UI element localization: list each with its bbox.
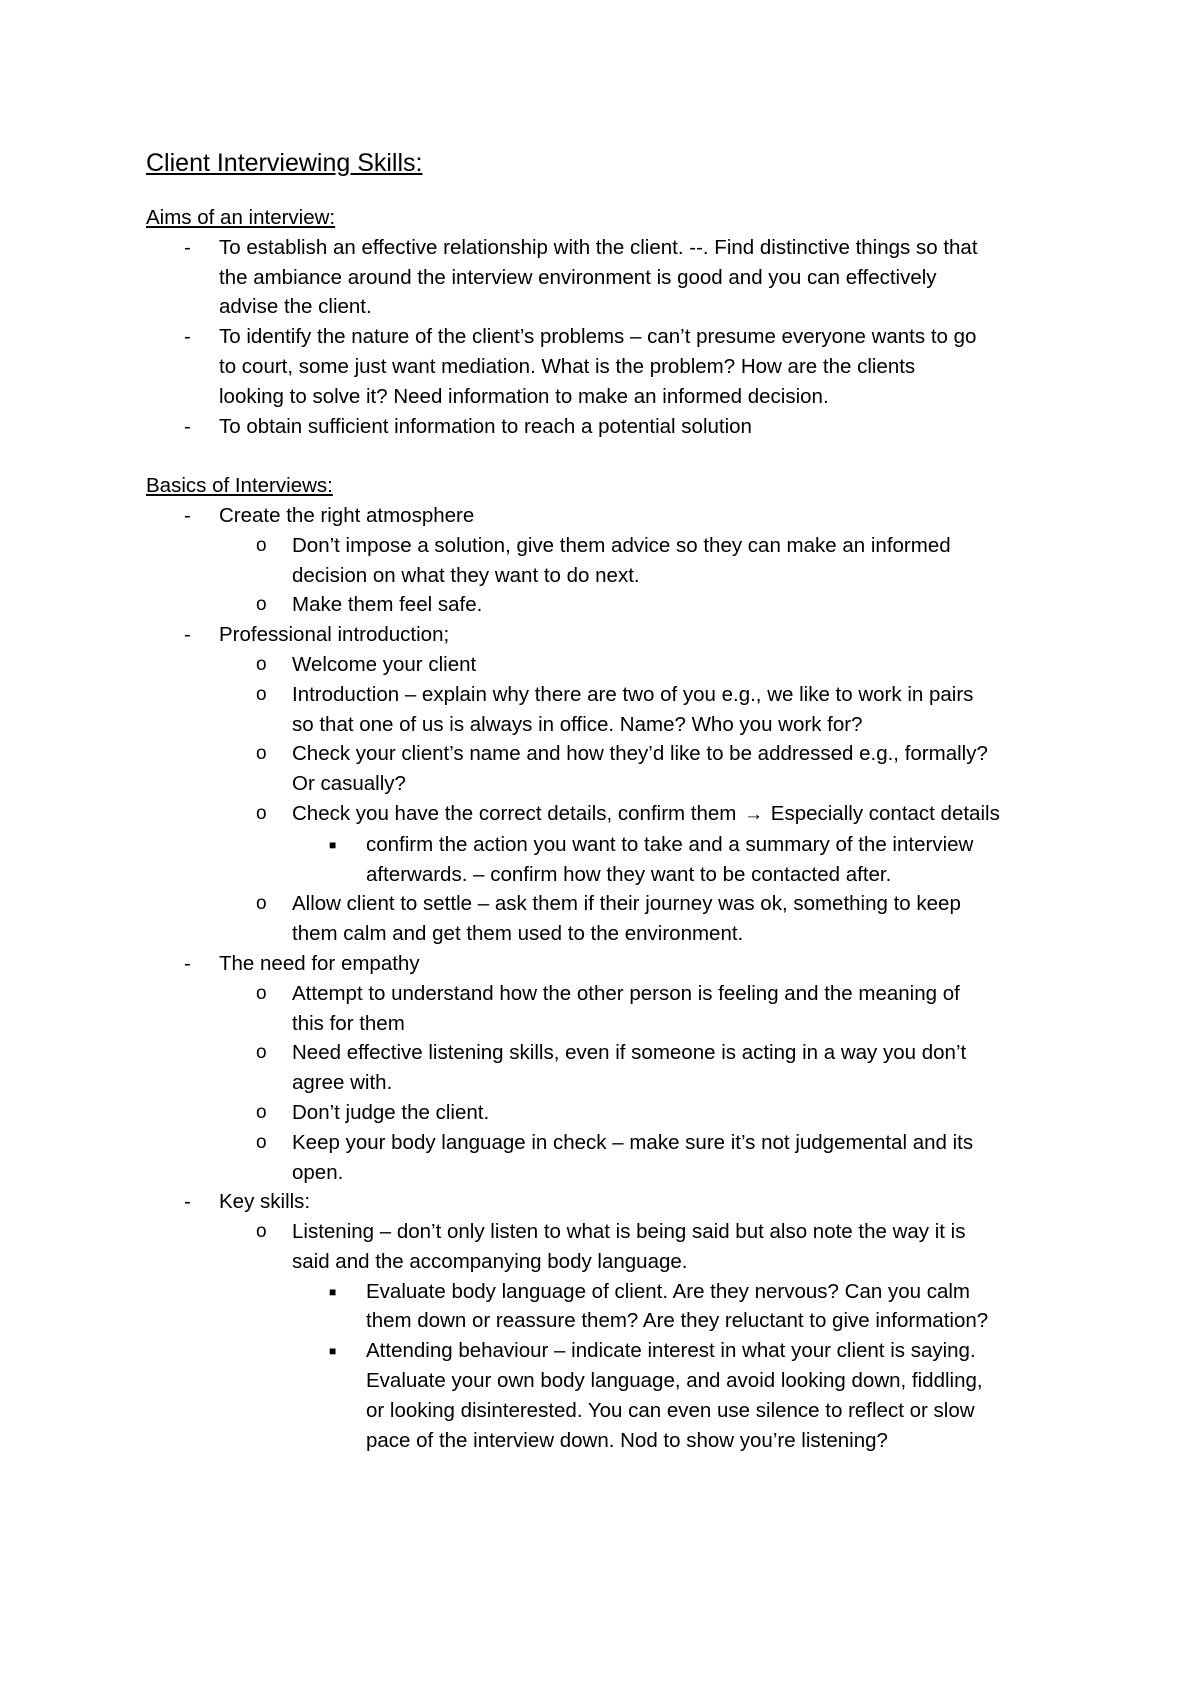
square-bullet-icon: ■ [329, 837, 337, 852]
list-item [146, 531, 1076, 561]
list-item [146, 949, 1076, 979]
list-item-continuation [146, 292, 1076, 322]
dash-bullet: - [184, 325, 191, 349]
list-item-text: Attempt to understand how the other person is feeling and the meaning of [292, 981, 960, 1005]
list-item-continuation [146, 919, 1076, 949]
list-item-text: Key skills: [219, 1190, 311, 1214]
list-item-text: Don’t judge the client. [292, 1100, 490, 1124]
list-item [146, 889, 1076, 919]
list-item-text: Evaluate body language of client. Are they nervous? Can you calm [366, 1279, 970, 1303]
circle-bullet: o [256, 534, 267, 556]
list-item-text: Or casually? [292, 772, 406, 796]
list-item-text: confirm the action you want to take and a summary of the interview [366, 832, 974, 856]
list-item-text: Don’t impose a solution, give them advice so they can make an informed [292, 533, 951, 557]
list-item-text: Welcome your client [292, 652, 477, 676]
square-bullet-icon: ■ [329, 1284, 337, 1299]
list-item-text: looking to solve it? Need information to make an informed decision. [219, 384, 829, 408]
list-item-text: Make them feel safe. [292, 593, 483, 617]
section-spacer [146, 441, 1076, 471]
list-item-text: the ambiance around the interview environment is good and you can effectively [219, 265, 937, 289]
list-item-text: open. [292, 1160, 344, 1184]
list-item-continuation [146, 1426, 1076, 1456]
dash-bullet: - [184, 1190, 191, 1214]
list-item-text: or looking disinterested. You can even use silence to reflect or slow [366, 1398, 975, 1422]
section-heading: Aims of an interview: [146, 206, 336, 229]
circle-bullet: o [256, 802, 267, 824]
list-item-continuation [146, 769, 1076, 799]
list-item-continuation [146, 1009, 1076, 1039]
list-item [146, 1336, 1076, 1366]
list-item-continuation [146, 1158, 1076, 1188]
list-item-text: afterwards. – confirm how they want to be contacted after. [366, 862, 892, 886]
circle-bullet: o [256, 1131, 267, 1153]
list-item-text: Introduction – explain why there are two of you e.g., we like to work in pairs [292, 682, 974, 706]
list-item-continuation [146, 1396, 1076, 1426]
list-item-continuation [146, 263, 1076, 293]
list-item-text: Attending behaviour – indicate interest in what your client is saying. [366, 1339, 976, 1363]
list-item-text: pace of the interview down. Nod to show you’re listening? [366, 1428, 888, 1452]
list-item-continuation [146, 352, 1076, 382]
list-item [146, 1277, 1076, 1307]
list-item-text: Keep your body language in check – make sure it’s not judgemental and its [292, 1130, 974, 1154]
list-item [146, 1187, 1076, 1217]
list-item-text: To establish an effective relationship with the client. --. Find distinctive things so that [219, 235, 978, 259]
list-item [146, 620, 1076, 650]
list-item [146, 501, 1076, 531]
list-item-continuation [146, 1366, 1076, 1396]
list-item [146, 979, 1076, 1009]
list-item [146, 739, 1076, 769]
list-item-text: Create the right atmosphere [219, 503, 475, 527]
document-title: Client Interviewing Skills: [146, 149, 423, 177]
list-item-text: to court, some just want mediation. What is the problem? How are the clients [219, 354, 916, 378]
list-item-text: decision on what they want to do next. [292, 563, 640, 587]
circle-bullet: o [256, 653, 267, 675]
list-item-continuation [146, 382, 1076, 412]
document-sections [146, 203, 1076, 1455]
list-item-text: The need for empathy [219, 951, 420, 975]
list-item-continuation [146, 561, 1076, 591]
list-item [146, 590, 1076, 620]
circle-bullet: o [256, 893, 267, 915]
list-item [146, 322, 1076, 352]
circle-bullet: o [256, 982, 267, 1004]
list-item [146, 1128, 1076, 1158]
right-arrow-icon: → [744, 803, 764, 825]
list-item [146, 650, 1076, 680]
section-heading: Basics of Interviews: [146, 474, 333, 498]
list-item [146, 233, 1076, 263]
list-item-text: advise the client. [219, 295, 372, 319]
list-item-text: agree with. [292, 1071, 393, 1095]
list-item [146, 680, 1076, 710]
circle-bullet: o [256, 1221, 267, 1243]
list-item-continuation [146, 1306, 1076, 1336]
list-item-continuation [146, 1247, 1076, 1277]
circle-bullet: o [256, 683, 267, 705]
circle-bullet: o [256, 743, 267, 765]
dash-bullet: - [184, 503, 191, 527]
list-item-continuation [146, 710, 1076, 740]
list-item-text: said and the accompanying body language. [292, 1249, 688, 1273]
list-item-text: Allow client to settle – ask them if their journey was ok, something to keep [292, 892, 961, 916]
list-item-text: Evaluate your own body language, and avoid looking down, fiddling, [366, 1369, 983, 1393]
list-item-text: this for them [292, 1011, 405, 1035]
circle-bullet: o [256, 594, 267, 616]
list-item-text: Need effective listening skills, even if someone is acting in a way you don’t [292, 1041, 967, 1065]
list-item-text: Especially contact details [770, 801, 1000, 825]
list-item-text: Professional introduction; [219, 623, 450, 647]
list-item-text: so that one of us is always in office. Name? Who you work for? [292, 712, 863, 736]
dash-bullet: - [184, 414, 191, 438]
dash-bullet: - [184, 951, 191, 975]
list-item [146, 1098, 1076, 1128]
dash-bullet: - [184, 623, 191, 647]
square-bullet-icon: ■ [329, 1344, 337, 1359]
list-item-continuation [146, 860, 1076, 890]
document-body [146, 146, 1076, 1455]
list-item-text: them calm and get them used to the environment. [292, 922, 744, 946]
list-item-text: To obtain sufficient information to reach a potential solution [219, 414, 752, 438]
list-item-text: To identify the nature of the client’s problems – can’t presume everyone wants to go [219, 325, 977, 349]
list-item-text: them down or reassure them? Are they reluctant to give information? [366, 1309, 989, 1333]
list-item-continuation [146, 1068, 1076, 1098]
list-item [146, 412, 1076, 442]
list-item-text: Listening – don’t only listen to what is being said but also note the way it is [292, 1220, 966, 1244]
list-item [146, 799, 1076, 830]
list-item [146, 830, 1076, 860]
list-item-text: Check you have the correct details, confirm them [292, 801, 737, 825]
circle-bullet: o [256, 1101, 267, 1123]
circle-bullet: o [256, 1042, 267, 1064]
list-item-text: Check your client’s name and how they’d like to be addressed e.g., formally? [292, 742, 988, 766]
dash-bullet: - [184, 235, 191, 259]
list-item [146, 1038, 1076, 1068]
list-item [146, 1217, 1076, 1247]
